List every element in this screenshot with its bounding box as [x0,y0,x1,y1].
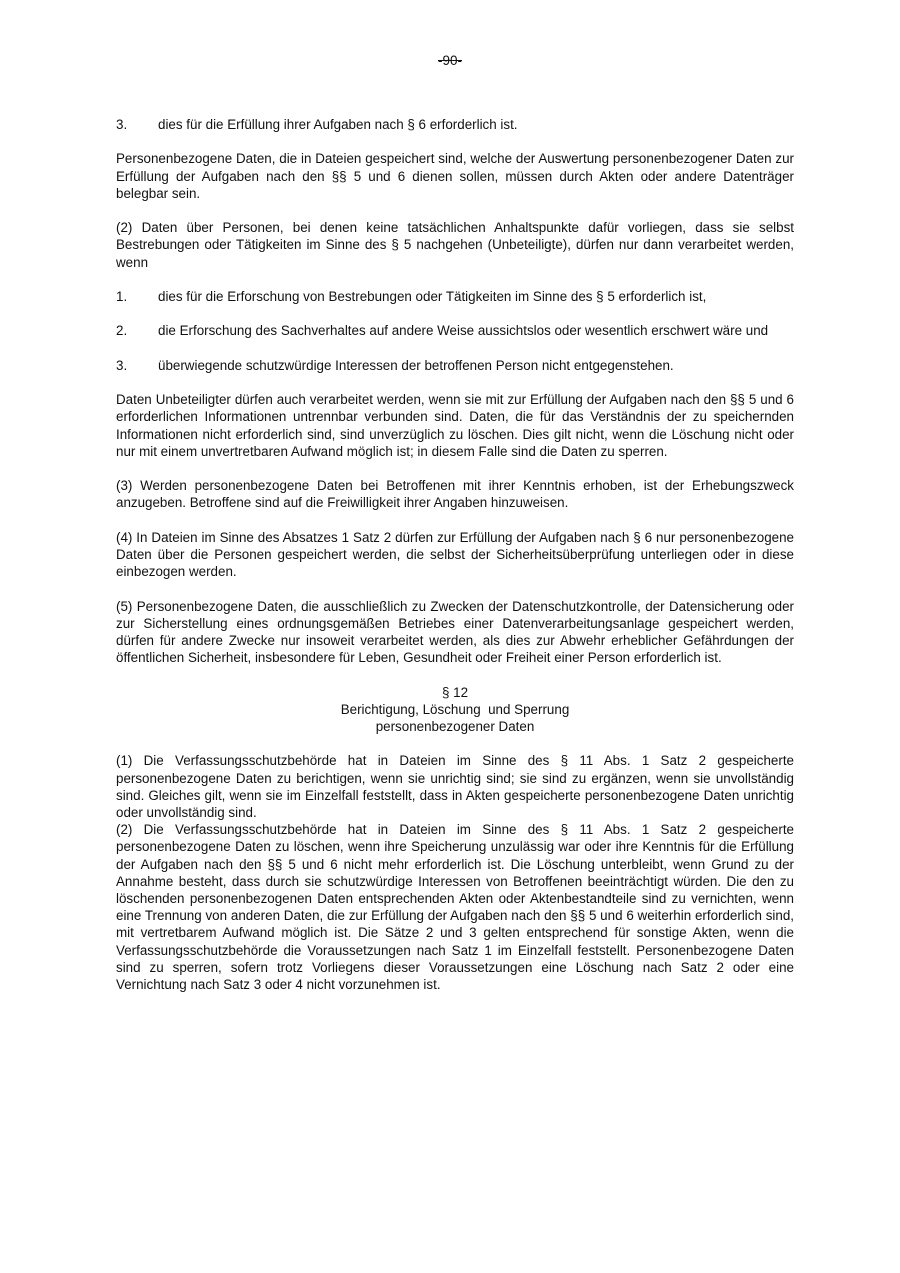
section-title: Berichtigung, Löschung und Sperrung [340,701,570,717]
paragraph: (2) Daten über Personen, bei denen keine tatsächlichen Anhaltspunkte dafür vorliegen, dass sie selbst Bestrebungen oder Tätigkeiten im Sinne des § 5 nachgehen (Unbeteiligte), dürfen nur dann verarbeitet werden, wenn [116,220,794,270]
document-body [116,116,794,1010]
list-item: 1. dies für die Erforschung von Bestrebungen oder Tätigkeiten im Sinne des § 5 erforderlich ist, [116,288,707,304]
paragraph: Personenbezogene Daten, die in Dateien gespeichert sind, welche der Auswertung personenbezogener Daten zur Erfüllung der Aufgaben nach den §§ 5 und 6 dienen sollen, müssen durch Akten oder andere Datenträger belegbar sein. [116,151,794,201]
section-heading [116,684,794,736]
paragraph: (4) In Dateien im Sinne des Absatzes 1 Satz 2 dürfen zur Erfüllung der Aufgaben nach § 6 nur personenbezogene Daten über die Personen gespeichert werden, die selbst der Sicherheitsüberprüfung unterliegen oder in diese einbezogen werden. [116,529,794,580]
paragraph: Daten Unbeteiligter dürfen auch verarbeitet werden, wenn sie mit zur Erfüllung der Aufgaben nach den §§ 5 und 6 erforderlichen Informationen untrennbar verbunden sind. Daten, die für das Verständnis der zu speichernden Informationen nicht erforderlich sind, sind unverzüglich zu löschen. Dies gilt nicht, wenn die Löschung nicht oder nur mit einem unvertretbaren Aufwand möglich ist; in diesem Falle sind die Daten zu sperren. [116,392,794,459]
list-item: 2. die Erforschung des Sachverhaltes auf andere Weise aussichtslos oder wesentlich erschwert wäre und [116,323,769,339]
paragraph: (5) Personenbezogene Daten, die ausschließlich zu Zwecken der Datenschutzkontrolle, der Datensicherung oder zur Sicherstellung eines ordnungsgemäßen Betriebes einer Datenverarbeitungsanlage gespeichert werden, dürfen für andere Zwecke nur insoweit verarbeitet werden, als dies zur Abwehr erheblicher Gefährdungen der öffentlichen Sicherheit, insbesondere für Leben, Gesundheit oder Freiheit einer Person erforderlich ist. [116,598,794,666]
section-subtitle: personenbezogener Daten [375,718,535,734]
list-item: 3. überwiegende schutzwürdige Interessen der betroffenen Person nicht entgegenstehen. [116,357,674,373]
paragraph: (3) Werden personenbezogene Daten bei Betroffenen mit ihrer Kenntnis erhoben, ist der Erhebungszweck anzugeben. Betroffene sind auf die Freiwilligkeit ihrer Angaben hinzuweisen. [116,478,794,511]
section-paragraph: (1) Die Verfassungsschutzbehörde hat in Dateien im Sinne des § 11 Abs. 1 Satz 2 gespeicherte personenbezogene Daten zu berichtigen, wenn sie unrichtig sind; sie sind zu ergänzen, wenn sie unvollständig sind. Gleiches gilt, wenn sie im Einzelfall feststellt, dass in Akten gespeicherte personenbezogene Daten unrichtig oder unvollständig sind. [116,753,794,820]
page-number: -90- [437,53,462,68]
section-number: § 12 [441,684,469,700]
list-item: 3. dies für die Erfüllung ihrer Aufgaben nach § 6 erforderlich ist. [116,117,518,132]
section-paragraph: (2) Die Verfassungsschutzbehörde hat in Dateien im Sinne des § 11 Abs. 1 Satz 2 gespeicherte personenbezogene Daten zu löschen, wenn ihre Speicherung unzulässig war oder ihre Kenntnis für die Erfüllung der Aufgaben nach den §§ 5 und 6 nicht mehr erforderlich ist. Die Löschung unterbleibt, wenn Grund zu der Annahme besteht, dass durch sie schutzwürdige Interessen von Betroffenen beeinträchtigt würden. Die den zu löschenden personenbezogenen Daten entsprechenden Akten oder Aktenbestandteile sind zu vernichten, wenn eine Trennung von anderen Daten, die zur Erfüllung der Aufgaben nach den §§ 5 und 6 weiterhin erforderlich sind, mit vertretbarem Aufwand möglich ist. Die Sätze 2 und 3 gelten entsprechend für sonstige Akten, wenn die Verfassungsschutzbehörde die Voraussetzungen nach Satz 1 im Einzelfall feststellt. Personenbezogene Daten sind zu sperren, sofern trotz Vorliegens dieser Voraussetzungen eine Löschung nach Satz 2 oder eine Vernichtung nach Satz 3 oder 4 nicht vorzunehmen ist. [116,822,794,992]
